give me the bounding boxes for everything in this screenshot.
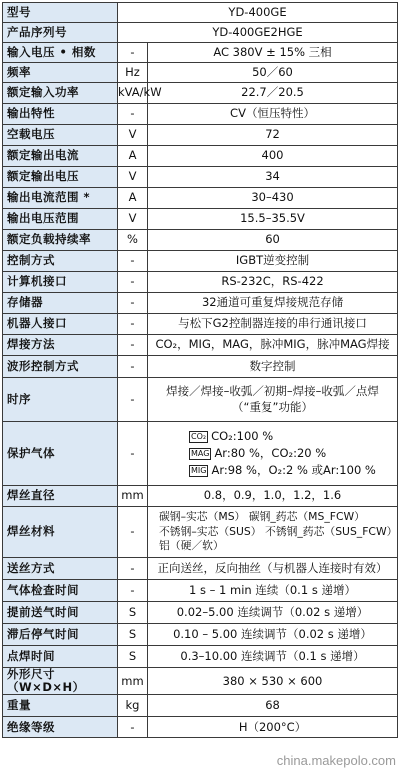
spec-row	[3, 251, 398, 272]
spec-unit: kg	[118, 695, 148, 717]
spec-name: 焊接方法	[3, 335, 118, 356]
spec-value: IGBT逆变控制	[148, 251, 398, 272]
spec-name: 提前送气时间	[3, 602, 118, 624]
spec-unit: %	[118, 230, 148, 251]
spec-value: YD-400GE	[118, 3, 398, 23]
material-line: 碳钢–实芯（MS） 碳钢_药芯（MS_FCW）	[159, 510, 365, 524]
spec-row	[3, 230, 398, 251]
spec-unit: -	[118, 356, 148, 378]
spec-name: 重量	[3, 695, 118, 717]
spec-value: 60	[148, 230, 398, 251]
spec-row	[3, 580, 398, 602]
spec-row	[3, 83, 398, 104]
spec-name: 焊丝直径	[3, 486, 118, 507]
spec-name: 输出特性	[3, 104, 118, 125]
spec-row	[3, 695, 398, 717]
spec-value: 0.3–10.00 连续调节（0.1 s 递增）	[148, 646, 398, 668]
spec-name: 频率	[3, 63, 118, 83]
material-line: 不锈钢–实芯（SUS） 不锈钢_药芯（SUS_FCW）	[159, 524, 398, 538]
spec-unit: A	[118, 146, 148, 167]
material-line: 铝（硬／软）	[159, 539, 224, 553]
spec-row	[3, 188, 398, 209]
spec-row	[3, 146, 398, 167]
spec-value: 72	[148, 125, 398, 146]
spec-value: AC 380V ± 15% 三相	[148, 43, 398, 63]
spec-row	[3, 717, 398, 738]
gas-line	[151, 462, 394, 479]
spec-value: 与松下G2控制器连接的串行通讯接口	[148, 314, 398, 335]
spec-row	[3, 602, 398, 624]
spec-name: 计算机接口	[3, 272, 118, 293]
spec-value: 400	[148, 146, 398, 167]
spec-value	[148, 378, 398, 422]
spec-row	[3, 209, 398, 230]
spec-name: 外形尺寸（W×D×H）	[3, 668, 118, 695]
watermark: china.makepolo.com	[276, 753, 396, 768]
spec-unit: -	[118, 335, 148, 356]
spec-name: 输入电压 • 相数	[3, 43, 118, 63]
spec-row	[3, 104, 398, 125]
spec-row	[3, 125, 398, 146]
spec-unit: S	[118, 646, 148, 668]
gas-tag-icon: MAG	[191, 449, 210, 459]
spec-name: 额定输出电流	[3, 146, 118, 167]
spec-value: 0.02–5.00 连续调节（0.02 s 递增）	[148, 602, 398, 624]
spec-unit: -	[118, 717, 148, 738]
gas-text: Ar:80 %，CO₂:20 %	[214, 446, 327, 461]
gas-text: Ar:98 %，O₂:2 % 或Ar:100 %	[211, 462, 376, 477]
spec-row	[3, 23, 398, 43]
spec-row	[3, 167, 398, 188]
spec-row	[3, 507, 398, 558]
spec-value: CO₂，MIG，MAG，脉冲MIG，脉冲MAG焊接	[148, 335, 398, 356]
spec-value: 32通道可重复焊接规范存储	[148, 293, 398, 314]
spec-name: 气体检查时间	[3, 580, 118, 602]
spec-row	[3, 3, 398, 23]
spec-name: 型号	[3, 3, 118, 23]
spec-value	[148, 507, 398, 558]
spec-row	[3, 43, 398, 63]
spec-name: 存储器	[3, 293, 118, 314]
spec-row	[3, 293, 398, 314]
spec-name: 输出电流范围 *	[3, 188, 118, 209]
spec-value: 数字控制	[148, 356, 398, 378]
spec-unit: -	[118, 104, 148, 125]
spec-name: 产品序列号	[3, 23, 118, 43]
spec-unit: -	[118, 293, 148, 314]
spec-unit: S	[118, 602, 148, 624]
spec-row	[3, 272, 398, 293]
spec-name: 机器人接口	[3, 314, 118, 335]
spec-unit: V	[118, 167, 148, 188]
spec-value: 50／60	[148, 63, 398, 83]
spec-unit: -	[118, 251, 148, 272]
spec-row	[3, 486, 398, 507]
spec-name: 点焊时间	[3, 646, 118, 668]
spec-name: 波形控制方式	[3, 356, 118, 378]
spec-row	[3, 558, 398, 580]
spec-name: 额定输出电压	[3, 167, 118, 188]
spec-unit: -	[118, 422, 148, 486]
spec-value: 0.10 – 5.00 连续调节（0.02 s 递增）	[148, 624, 398, 646]
spec-unit: V	[118, 125, 148, 146]
spec-unit: Hz	[118, 63, 148, 83]
spec-name: 输出电压范围	[3, 209, 118, 230]
spec-value: 30–430	[148, 188, 398, 209]
spec-table	[2, 2, 398, 738]
spec-unit: kVA/kW	[118, 83, 148, 104]
spec-value	[148, 422, 398, 486]
spec-row	[3, 378, 398, 422]
spec-value: 34	[148, 167, 398, 188]
spec-name: 额定输入功率	[3, 83, 118, 104]
spec-row	[3, 314, 398, 335]
spec-unit: -	[118, 580, 148, 602]
spec-value: 正向送丝，反向抽丝（与机器人连接时有效）	[148, 558, 398, 580]
spec-name: 额定负载持续率	[3, 230, 118, 251]
spec-unit: -	[118, 558, 148, 580]
spec-unit: V	[118, 209, 148, 230]
spec-row	[3, 63, 398, 83]
spec-value: 380 × 530 × 600	[148, 668, 398, 695]
gas-tag-icon: CO₂	[191, 432, 207, 442]
spec-unit: A	[118, 188, 148, 209]
spec-value: 1 s – 1 min 连续（0.1 s 递增）	[148, 580, 398, 602]
spec-row	[3, 335, 398, 356]
spec-unit: S	[118, 624, 148, 646]
spec-value: 68	[148, 695, 398, 717]
gas-tag-icon: MIG	[191, 465, 207, 475]
spec-row	[3, 646, 398, 668]
spec-value: CV（恒压特性）	[148, 104, 398, 125]
spec-unit: -	[118, 507, 148, 558]
spec-name: 送丝方式	[3, 558, 118, 580]
gas-line	[151, 445, 394, 462]
spec-unit: mm	[118, 486, 148, 507]
gas-text: CO₂:100 %	[211, 429, 274, 444]
spec-name: 焊丝材料	[3, 507, 118, 558]
spec-value-line: 焊接／焊接–收弧／初期–焊接–收弧／点焊	[166, 383, 379, 398]
spec-row	[3, 356, 398, 378]
spec-name: 控制方式	[3, 251, 118, 272]
spec-name: 保护气体	[3, 422, 118, 486]
spec-unit: -	[118, 43, 148, 63]
spec-row	[3, 624, 398, 646]
spec-name: 绝缘等级	[3, 717, 118, 738]
spec-row	[3, 668, 398, 695]
spec-value-line: （“重复”功能）	[232, 399, 313, 414]
spec-value: 0.8，0.9，1.0，1.2，1.6	[148, 486, 398, 507]
gas-line	[151, 428, 394, 445]
spec-name: 滞后停气时间	[3, 624, 118, 646]
spec-unit: mm	[118, 668, 148, 695]
spec-table-body	[3, 3, 398, 738]
spec-unit: -	[118, 378, 148, 422]
spec-value: 22.7／20.5	[148, 83, 398, 104]
spec-name: 时序	[3, 378, 118, 422]
spec-value: H（200°C）	[148, 717, 398, 738]
spec-value: YD-400GE2HGE	[118, 23, 398, 43]
spec-unit: -	[118, 314, 148, 335]
spec-name: 空载电压	[3, 125, 118, 146]
spec-value: 15.5–35.5V	[148, 209, 398, 230]
spec-row	[3, 422, 398, 486]
spec-unit: -	[118, 272, 148, 293]
spec-value: RS-232C，RS-422	[148, 272, 398, 293]
